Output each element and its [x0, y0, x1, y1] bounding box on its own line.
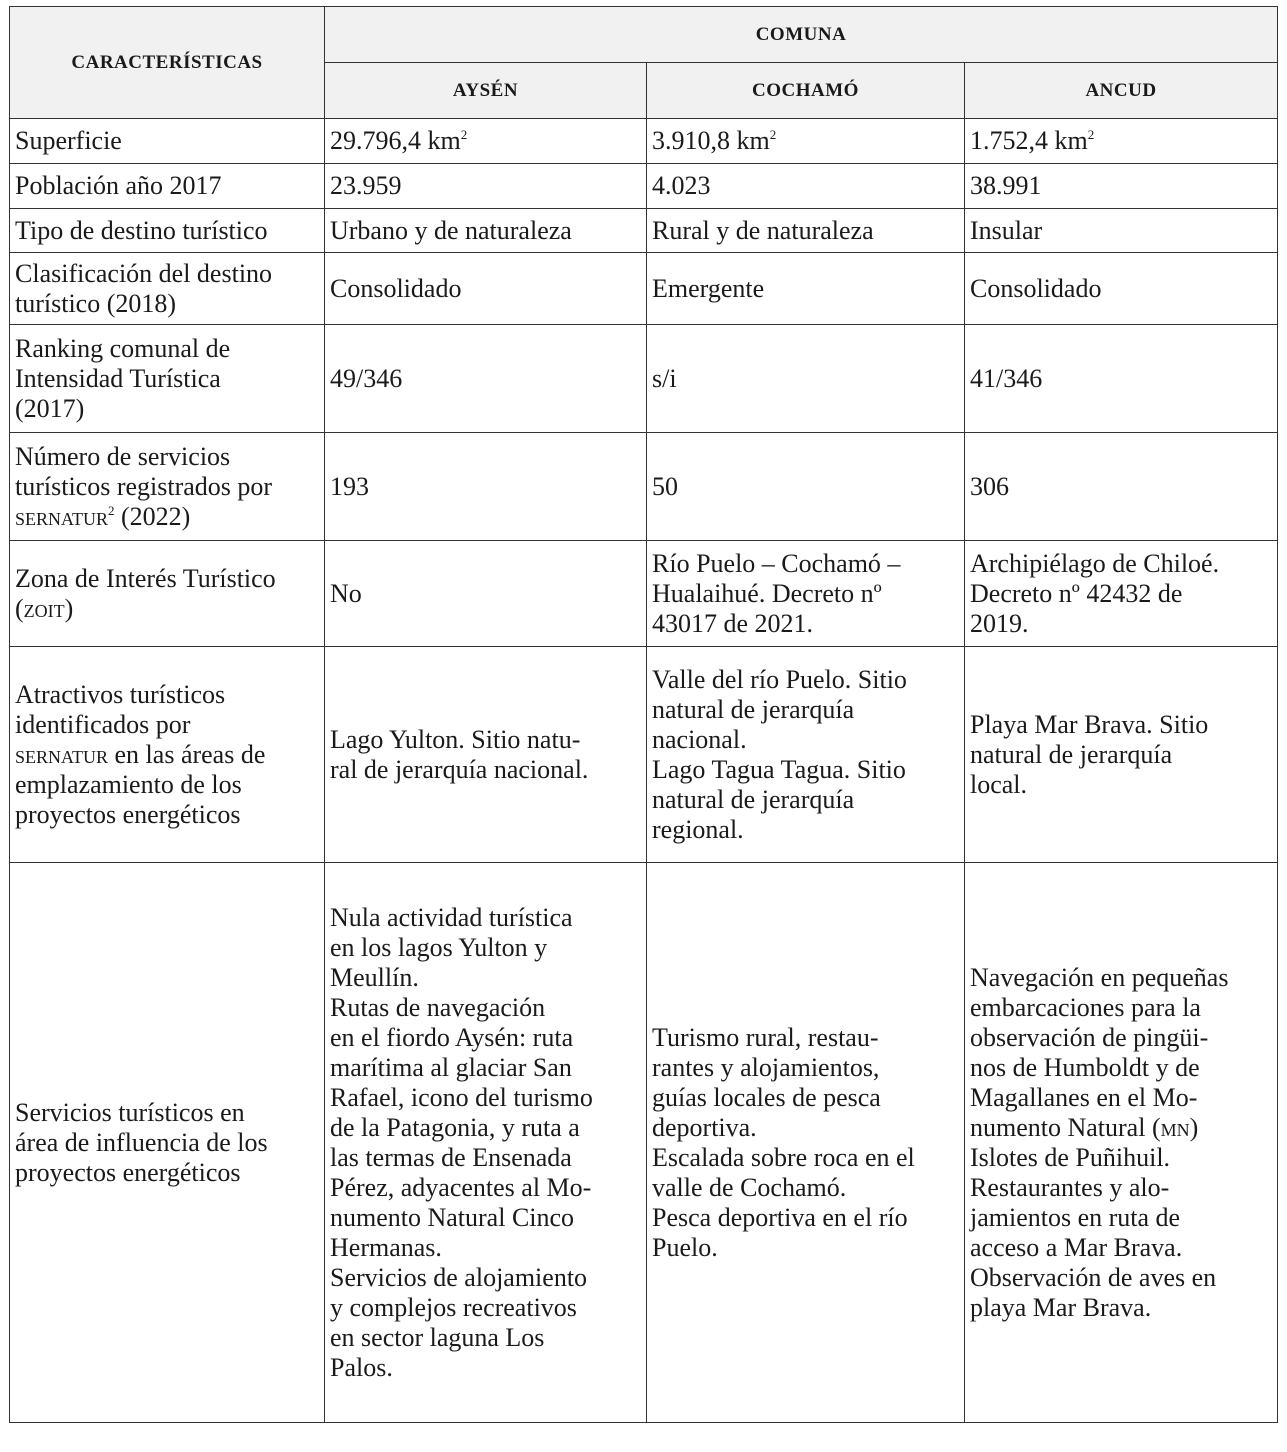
atractivos-cochamo-line-6: regional.	[652, 814, 744, 844]
superficie-aysen-sup: 2	[460, 127, 468, 142]
cell-zoit-cochamo	[647, 541, 965, 647]
servicios-area-aysen-line-6: marítima al glaciar San	[330, 1052, 572, 1082]
header-cochamo: COCHAMÓ	[647, 63, 965, 119]
atractivos-cochamo-line-4: Lago Tagua Tagua. Sitio	[652, 754, 906, 784]
servicios-area-ancud-line-10: acceso a Mar Brava.	[970, 1232, 1183, 1262]
servicios-area-ancud-line-5: Magallanes en el Mo-	[970, 1082, 1198, 1112]
header-row-1	[10, 7, 1278, 63]
zoit-cochamo-line-2: Hualaihué. Decreto nº	[652, 578, 882, 608]
cell-superficie-ancud	[965, 119, 1278, 164]
servicios-area-aysen-line-13: Servicios de alojamiento	[330, 1262, 588, 1292]
atractivos-aysen-line-2: ral de jerarquía nacional.	[330, 754, 589, 784]
servicios-area-aysen-line-2: en los lagos Yulton y	[330, 932, 548, 962]
zoit-cochamo-line-3: 43017 de 2021.	[652, 608, 814, 638]
atractivos-ancud-line-1: Playa Mar Brava. Sitio	[970, 709, 1209, 739]
cell-poblacion-ancud: 38.991	[965, 164, 1278, 209]
cell-zoit-aysen: No	[325, 541, 647, 647]
servicios-area-aysen-line-5: en el fiordo Aysén: ruta	[330, 1022, 574, 1052]
servicios-label-line-2: turísticos registrados por	[15, 471, 273, 501]
atractivos-cochamo-line-3: nacional.	[652, 724, 747, 754]
ranking-label-line-1: Ranking comunal de	[15, 333, 231, 363]
servicios-area-cochamo-line-4: deportiva.	[652, 1112, 757, 1142]
servicios-area-label-line-1: Servicios turísticos en	[15, 1097, 245, 1127]
servicios-area-ancud-line-9: jamientos en ruta de	[970, 1202, 1181, 1232]
atractivos-label-line-3	[15, 740, 319, 770]
servicios-label-line-1: Número de servicios	[15, 441, 231, 471]
servicios-area-aysen-line-11: numento Natural Cinco	[330, 1202, 575, 1232]
ranking-label-line-3: (2017)	[15, 393, 85, 423]
zoit-paren-open: (	[15, 593, 24, 623]
atractivos-ancud-line-3: local.	[970, 769, 1028, 799]
row-label-zoit	[10, 541, 325, 647]
servicios-area-ancud-line-6-pre: numento Natural (	[970, 1112, 1161, 1142]
cell-ranking-cochamo: s/i	[647, 325, 965, 433]
servicios-label-year: (2022)	[114, 501, 191, 531]
cell-tipo-cochamo: Rural y de naturaleza	[647, 209, 965, 253]
servicios-area-ancud-line-2: embarcaciones para la	[970, 992, 1201, 1022]
servicios-area-label-line-3: proyectos energéticos	[15, 1157, 241, 1187]
table-row-superficie	[10, 119, 1278, 164]
zoit-paren-close: )	[64, 593, 74, 623]
servicios-area-aysen-line-10: Pérez, adyacentes al Mo-	[330, 1172, 592, 1202]
servicios-area-aysen-line-8: de la Patagonia, y ruta a	[330, 1112, 580, 1142]
servicios-area-ancud-line-4: nos de Humboldt y de	[970, 1052, 1200, 1082]
servicios-area-ancud-line-8: Restaurantes y alo-	[970, 1172, 1170, 1202]
servicios-label-line-3	[15, 502, 319, 532]
sernatur-abbrev-2: sernatur	[15, 739, 109, 769]
cell-superficie-aysen	[325, 119, 647, 164]
footnote-ref-2: 2	[108, 502, 115, 518]
servicios-area-aysen-line-16: Palos.	[330, 1352, 393, 1382]
row-label-atractivos	[10, 647, 325, 863]
zoit-label-line-2	[15, 594, 319, 624]
atractivos-label-line-5: proyectos energéticos	[15, 799, 241, 829]
cell-superficie-cochamo	[647, 119, 965, 164]
atractivos-label-line-3-rest: en las áreas de	[108, 739, 266, 769]
atractivos-aysen-line-1: Lago Yulton. Sitio natu-	[330, 724, 581, 754]
header-ancud: ANCUD	[965, 63, 1278, 119]
servicios-area-ancud-line-11: Observación de aves en	[970, 1262, 1217, 1292]
cell-servicios-aysen: 193	[325, 433, 647, 541]
header-caracteristicas: CARACTERÍSTICAS	[10, 7, 325, 119]
cell-clasificacion-cochamo: Emergente	[647, 253, 965, 325]
zoit-ancud-line-2: Decreto nº 42432 de	[970, 578, 1183, 608]
servicios-area-cochamo-line-6: valle de Cochamó.	[652, 1172, 847, 1202]
servicios-area-cochamo-line-5: Escalada sobre roca en el	[652, 1142, 915, 1172]
table-row-atractivos	[10, 647, 1278, 863]
row-label-servicios-area	[10, 863, 325, 1423]
comuna-comparison-table	[9, 6, 1278, 1423]
row-label-poblacion: Población año 2017	[10, 164, 325, 209]
cell-atractivos-aysen	[325, 647, 647, 863]
servicios-area-cochamo-line-2: rantes y alojamientos,	[652, 1052, 880, 1082]
mn-abbrev: mn	[1160, 1112, 1190, 1142]
atractivos-label-line-4: emplazamiento de los	[15, 769, 242, 799]
servicios-area-cochamo-line-3: guías locales de pesca	[652, 1082, 881, 1112]
cell-poblacion-cochamo: 4.023	[647, 164, 965, 209]
table-row-poblacion	[10, 164, 1278, 209]
row-label-ranking	[10, 325, 325, 433]
superficie-cochamo-sup: 2	[769, 127, 777, 142]
table-row-servicios-registrados	[10, 433, 1278, 541]
header-comuna: COMUNA	[325, 7, 1278, 63]
clasificacion-label-line-2: turístico (2018)	[15, 288, 177, 318]
servicios-area-aysen-line-15: en sector laguna Los	[330, 1322, 545, 1352]
atractivos-cochamo-line-5: natural de jerarquía	[652, 784, 855, 814]
servicios-area-cochamo-line-1: Turismo rural, restau-	[652, 1022, 879, 1052]
atractivos-label-line-1: Atractivos turísticos	[15, 679, 226, 709]
atractivos-cochamo-line-2: natural de jerarquía	[652, 694, 855, 724]
zoit-cochamo-line-1: Río Puelo – Cochamó –	[652, 548, 901, 578]
servicios-area-ancud-line-6	[970, 1113, 1272, 1143]
cell-zoit-ancud	[965, 541, 1278, 647]
cell-clasificacion-aysen: Consolidado	[325, 253, 647, 325]
cell-clasificacion-ancud: Consolidado	[965, 253, 1278, 325]
servicios-area-aysen-line-9: las termas de Ensenada	[330, 1142, 572, 1172]
superficie-cochamo-value: 3.910,8 km	[652, 126, 770, 155]
row-label-tipo: Tipo de destino turístico	[10, 209, 325, 253]
servicios-area-cochamo-line-8: Puelo.	[652, 1232, 718, 1262]
row-label-servicios-registrados	[10, 433, 325, 541]
table-row-tipo	[10, 209, 1278, 253]
cell-tipo-aysen: Urbano y de naturaleza	[325, 209, 647, 253]
ranking-label-line-2: Intensidad Turística	[15, 363, 221, 393]
servicios-area-ancud-line-6-post: )	[1189, 1112, 1199, 1142]
cell-ranking-ancud: 41/346	[965, 325, 1278, 433]
cell-ranking-aysen: 49/346	[325, 325, 647, 433]
header-aysen: AYSÉN	[325, 63, 647, 119]
servicios-area-aysen-line-7: Rafael, icono del turismo	[330, 1082, 593, 1112]
atractivos-ancud-line-2: natural de jerarquía	[970, 739, 1173, 769]
row-label-clasificacion	[10, 253, 325, 325]
table-row-zoit	[10, 541, 1278, 647]
superficie-ancud-value: 1.752,4 km	[970, 126, 1088, 155]
cell-tipo-ancud: Insular	[965, 209, 1278, 253]
atractivos-cochamo-line-1: Valle del río Puelo. Sitio	[652, 664, 907, 694]
table-row-servicios-area	[10, 863, 1278, 1423]
superficie-ancud-sup: 2	[1087, 127, 1095, 142]
table-row-clasificacion	[10, 253, 1278, 325]
cell-servicios-ancud: 306	[965, 433, 1278, 541]
row-label-superficie: Superficie	[10, 119, 325, 164]
zoit-label-line-1: Zona de Interés Turístico	[15, 563, 276, 593]
sernatur-abbrev: sernatur	[15, 501, 109, 531]
cell-atractivos-ancud	[965, 647, 1278, 863]
clasificacion-label-line-1: Clasificación del destino	[15, 258, 273, 288]
zoit-abbrev: zoit	[23, 593, 65, 623]
servicios-area-aysen-line-12: Hermanas.	[330, 1232, 442, 1262]
zoit-ancud-line-3: 2019.	[970, 608, 1029, 638]
cell-servicios-area-aysen	[325, 863, 647, 1423]
cell-atractivos-cochamo	[647, 647, 965, 863]
cell-poblacion-aysen: 23.959	[325, 164, 647, 209]
servicios-area-aysen-line-4: Rutas de navegación	[330, 992, 546, 1022]
atractivos-label-line-2: identificados por	[15, 709, 191, 739]
table-row-ranking	[10, 325, 1278, 433]
servicios-area-ancud-line-3: observación de pingüi-	[970, 1022, 1209, 1052]
servicios-area-aysen-line-1: Nula actividad turística	[330, 902, 573, 932]
servicios-area-aysen-line-3: Meullín.	[330, 962, 419, 992]
servicios-area-ancud-line-7: Islotes de Puñihuil.	[970, 1142, 1171, 1172]
cell-servicios-area-cochamo	[647, 863, 965, 1423]
zoit-ancud-line-1: Archipiélago de Chiloé.	[970, 548, 1220, 578]
table-wrapper	[9, 6, 1278, 1423]
servicios-area-cochamo-line-7: Pesca deportiva en el río	[652, 1202, 908, 1232]
servicios-area-label-line-2: área de influencia de los	[15, 1127, 268, 1157]
superficie-aysen-value: 29.796,4 km	[330, 126, 461, 155]
servicios-area-aysen-line-14: y complejos recreativos	[330, 1292, 577, 1322]
servicios-area-ancud-line-1: Navegación en pequeñas	[970, 962, 1229, 992]
cell-servicios-area-ancud	[965, 863, 1278, 1423]
cell-servicios-cochamo: 50	[647, 433, 965, 541]
servicios-area-ancud-line-12: playa Mar Brava.	[970, 1292, 1152, 1322]
